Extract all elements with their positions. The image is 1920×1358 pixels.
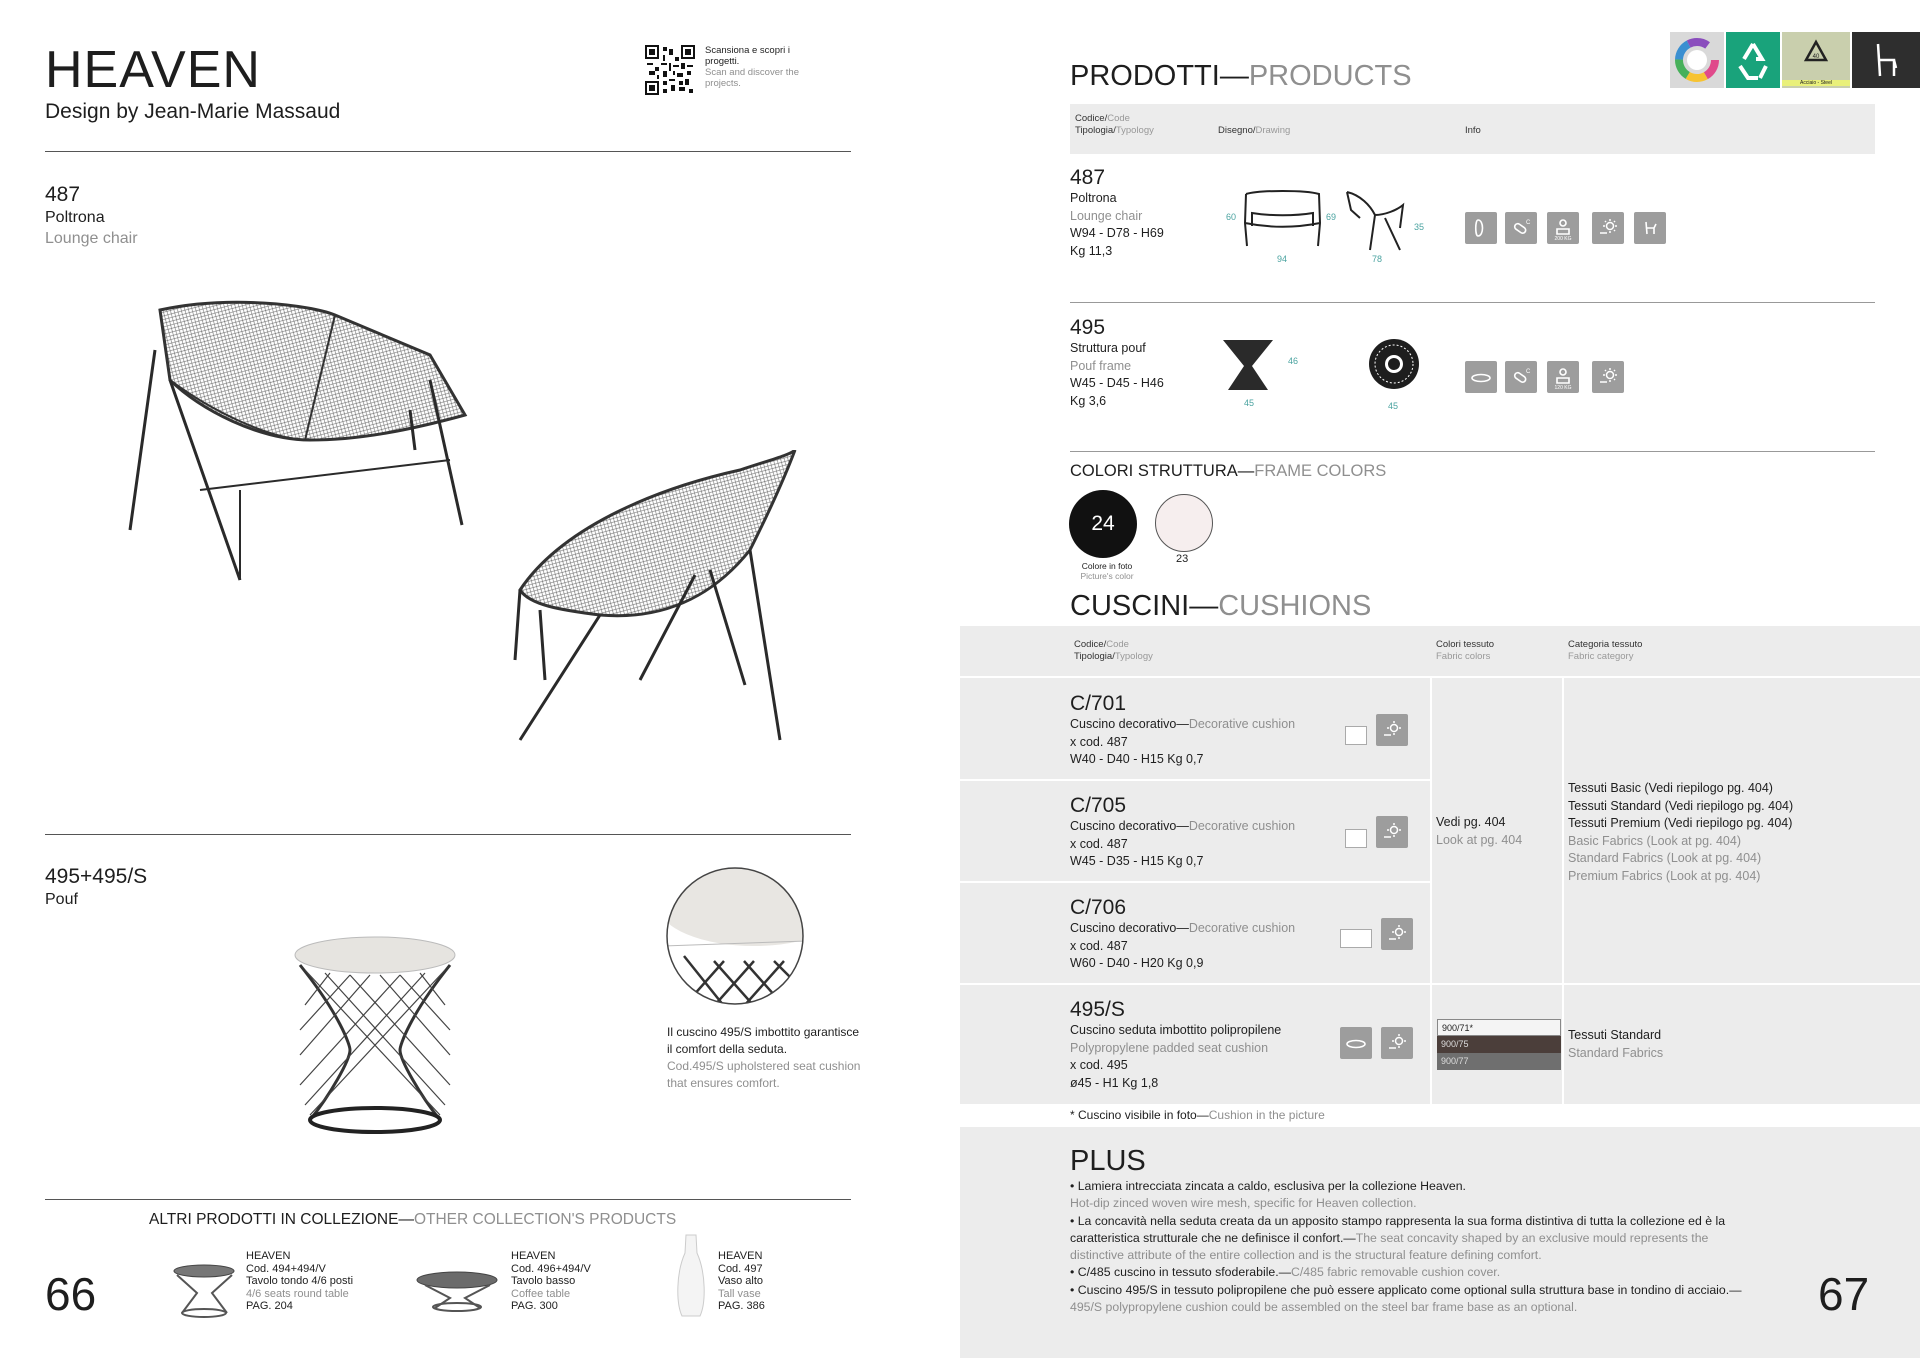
round-table-thumbnail[interactable]: [172, 1263, 237, 1318]
svg-text:C: C: [1526, 220, 1531, 226]
cushion-shape-icon: [1345, 829, 1367, 848]
cushion-shape-icon: [1340, 929, 1372, 948]
page-number: 66: [45, 1268, 97, 1320]
product-name-en: Lounge chair: [45, 230, 138, 247]
steel-recycle-icon: [1782, 32, 1850, 72]
outdoor-sun-icon: [1592, 212, 1624, 244]
products-title: PRODOTTI—PRODUCTS: [1070, 60, 1412, 92]
stack-icon: [1465, 212, 1497, 244]
designer-credit: Design by Jean-Marie Massaud: [45, 100, 341, 123]
product-495-label: [45, 865, 147, 910]
pouf-caption: Il cuscino 495/S imbottito garantisce il comfort della seduta. Cod.495/S upholstered seat cushion that ensures comfort.: [667, 1025, 861, 1090]
lounge-chair-side-drawing: [1345, 190, 1410, 252]
steel-badge: 40 Acciaio - Steel: [1782, 32, 1850, 88]
other-product-item[interactable]: HEAVEN Cod. 494+494/V Tavolo tondo 4/6 posti 4/6 seats round table PAG. 204: [246, 1250, 354, 1312]
frame-color-swatch-24[interactable]: 24: [1069, 490, 1137, 558]
qr-caption: Scansiona e scopri i progetti. Scan and discover the projects.: [705, 45, 800, 89]
picture-color-note: Colore in foto Picture's color: [1080, 561, 1134, 581]
outdoor-sun-icon: [1376, 714, 1408, 746]
chair-icon: [1852, 32, 1920, 88]
pouf-front-drawing: [1222, 338, 1274, 392]
cushion-row-495s: 495/S Cuscino seduta imbottito polipropilene Polypropylene padded seat cushion x cod. 495 ø45 - H1 Kg 1,8: [1070, 998, 1282, 1090]
other-product-item[interactable]: HEAVEN Cod. 497 Vaso alto Tall vase PAG. 386: [718, 1250, 765, 1312]
pouf-detail-zoom-image: [664, 866, 806, 1006]
cushion-footnote: * Cuscino visibile in foto—Cushion in the picture: [1070, 1108, 1325, 1122]
flat-stack-icon: [1340, 1027, 1372, 1059]
cushions-title: CUSCINI—CUSHIONS: [1070, 590, 1372, 622]
header-divider: [45, 151, 851, 152]
product-name-it: Poltrona: [45, 209, 105, 226]
swatch-code: 23: [1176, 553, 1189, 565]
coffee-table-thumbnail[interactable]: [415, 1270, 500, 1312]
outdoor-sun-icon: [1376, 816, 1408, 848]
svg-text:40: 40: [1812, 54, 1820, 60]
cushion-row-c705: C/705 Cuscino decorativo—Decorative cushion x cod. 487 W45 - D35 - H15 Kg 0,7: [1070, 794, 1296, 868]
plus-item: • Lamiera intrecciata zincata a caldo, esclusiva per la collezione Heaven. Hot-dip zinced woven wire mesh, specific for Heaven collection.: [1070, 1179, 1466, 1211]
lounge-chair-front-image: [110, 290, 480, 590]
color-wheel-badge: [1670, 32, 1724, 88]
pp-swatch-900-75[interactable]: 900/75: [1437, 1036, 1561, 1053]
other-product-item[interactable]: HEAVEN Cod. 496+494/V Tavolo basso Coffee table PAG. 300: [511, 1250, 591, 1312]
outdoor-sun-icon: [1592, 361, 1624, 393]
plus-title: PLUS: [1070, 1145, 1146, 1177]
lounge-chair-side-image: [500, 450, 800, 750]
page-number: 67: [1818, 1268, 1870, 1320]
spray-c-icon: [1505, 361, 1537, 393]
cush-header-code: Codice/Code Tipologia/Typology: [1074, 639, 1153, 662]
qr-code-icon[interactable]: [645, 45, 695, 95]
pouf-top-drawing: [1367, 337, 1421, 391]
outdoor-sun-icon: [1381, 1027, 1413, 1059]
weight-icon: 120 KG: [1547, 361, 1579, 393]
recycle-icon: [1726, 32, 1780, 88]
section-divider: [45, 834, 851, 835]
plus-item: • Cuscino 495/S in tessuto polipropilene che può essere applicato come optional sulla struttura base in tondino di acciaio.—495/S polypropylene cushion could be assembled on the steel bar frame base as an optional.: [1070, 1282, 1742, 1315]
products-table-header: Codice/Code Tipologia/Typology Disegno/Drawing Info: [1070, 104, 1875, 154]
row-divider: [1070, 302, 1875, 303]
outdoor-sun-icon: [1381, 918, 1413, 950]
spray-c-icon: [1505, 212, 1537, 244]
pp-swatch-900-77[interactable]: 900/77: [1437, 1053, 1561, 1070]
section-divider: [45, 1199, 851, 1200]
pouf-image: [290, 935, 460, 1135]
pp-swatch-900-71[interactable]: 900/71*: [1437, 1019, 1561, 1036]
product-487-label: [45, 183, 138, 249]
fabric-categories: Tessuti Basic (Vedi riepilogo pg. 404) Tessuti Standard (Vedi riepilogo pg. 404) Tessuti Premium (Vedi riepilogo pg. 404) Basic Fabrics (Look at pg. 404) Standard Fabrics (Look at pg. 404) Premium Fabrics (Look at pg. 404): [1568, 781, 1794, 883]
plus-list: [1070, 1178, 1760, 1316]
cushion-row-c706: C/706 Cuscino decorativo—Decorative cushion x cod. 487 W60 - D40 - H20 Kg 0,9: [1070, 896, 1296, 970]
fabric-colors-note: Vedi pg. 404 Look at pg. 404: [1436, 815, 1523, 847]
product-code: 495+495/S: [45, 865, 148, 888]
recycle-badge: [1726, 32, 1780, 88]
cushion-shape-icon: [1345, 726, 1367, 745]
tall-vase-thumbnail[interactable]: [672, 1233, 710, 1318]
frame-color-swatch-23[interactable]: [1155, 494, 1213, 552]
other-products-title: ALTRI PRODOTTI IN COLLEZIONE—OTHER COLLECTION'S PRODUCTS: [149, 1211, 677, 1228]
svg-text:C: C: [1526, 369, 1531, 375]
flat-stack-icon: [1465, 361, 1497, 393]
product-row-487: 487 Poltrona Lounge chair W94 - D78 - H69 Kg 11,3: [1070, 166, 1164, 258]
product-name-it: Pouf: [45, 891, 78, 908]
lounge-chair-front-drawing: [1240, 188, 1325, 253]
weight-icon: 200 KG: [1547, 212, 1579, 244]
pp-fabric-category: Tessuti Standard Standard Fabrics: [1568, 1028, 1664, 1060]
product-code: 487: [45, 183, 81, 206]
cush-header-colors: Colori tessuto Fabric colors: [1436, 639, 1495, 662]
row-divider: [1070, 451, 1875, 452]
cushion-row-c701: C/701 Cuscino decorativo—Decorative cushion x cod. 487 W40 - D40 - H15 Kg 0,7: [1070, 692, 1296, 766]
cush-header-category: Categoria tessuto Fabric category: [1568, 639, 1643, 662]
product-row-495: 495 Struttura pouf Pouf frame W45 - D45 - H46 Kg 3,6: [1070, 316, 1164, 408]
collection-title: HEAVEN: [45, 41, 261, 99]
frame-colors-title: COLORI STRUTTURA—FRAME COLORS: [1070, 462, 1387, 480]
plus-item: • C/485 cuscino in tessuto sfoderabile.—C/485 fabric removable cushion cover.: [1070, 1265, 1501, 1280]
color-wheel-icon: [1670, 32, 1724, 88]
chair-badge: [1852, 32, 1920, 88]
plus-item: • La concavità nella seduta creata da un apposito stampo rappresenta la sua forma distintiva di tutta la collezione ed è la caratteristica strutturale che ne definisce il confort.—The seat concavity shaped by an exclusive mould represents the distinctive attribute of the entire collection and is the structural feature defining comfort.: [1070, 1213, 1726, 1263]
chair-rating-icon: [1634, 212, 1666, 244]
